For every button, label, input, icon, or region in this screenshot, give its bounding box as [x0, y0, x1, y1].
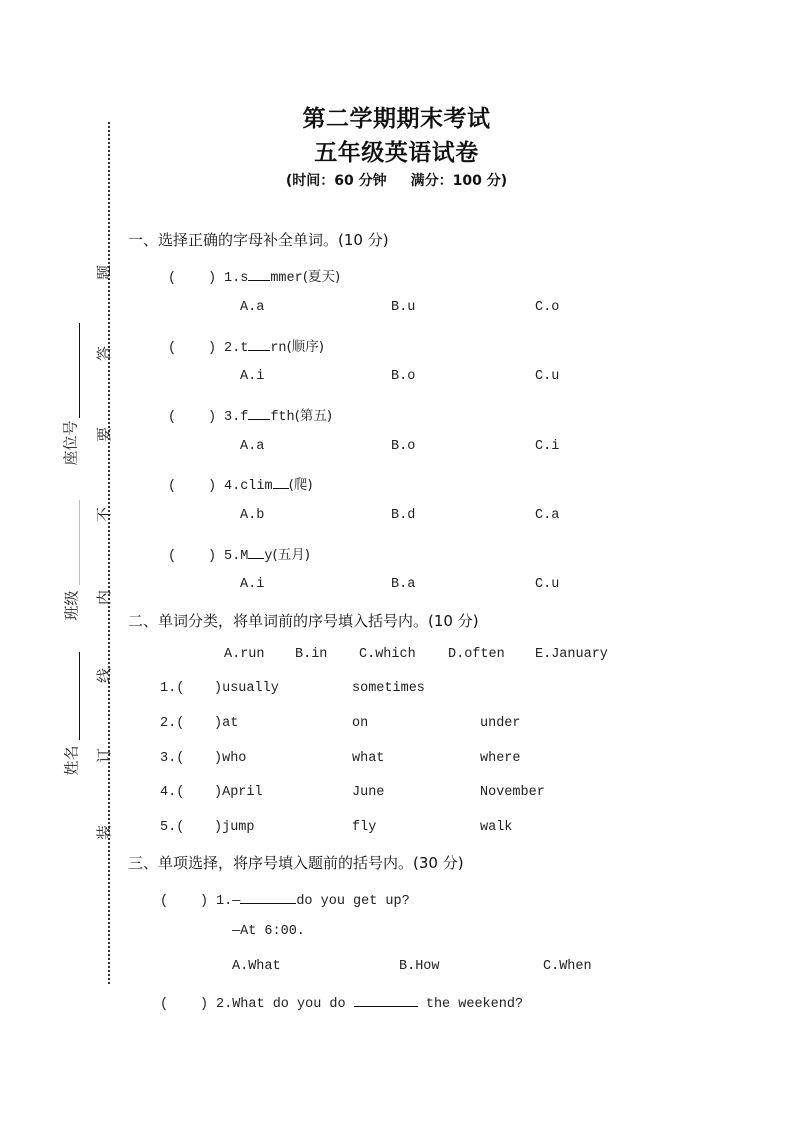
name-field[interactable] [79, 652, 80, 740]
s1-q1-option-a: A.a [240, 300, 265, 315]
exam-title-line1: 第二学期期末考试 [302, 106, 491, 132]
word-bank-c: C.which [359, 647, 416, 662]
s1-q3-option-b: B.o [391, 439, 416, 454]
answer-paren-open[interactable]: ( [168, 479, 177, 494]
s2-row-3-word3: where [480, 751, 521, 766]
s2-row-5-word3: walk [480, 820, 513, 835]
class-label: 班级 [62, 590, 81, 621]
s2-row-3-word1: )who [214, 751, 247, 766]
time-limit: (时间：60 分钟 [285, 173, 387, 189]
s2-row-5-word1: )jump [214, 820, 255, 835]
s1-q1-option-c: C.o [535, 300, 560, 315]
s2-row-2-num[interactable]: 2.( [160, 716, 185, 731]
s1-q4-option-a: A.b [240, 508, 265, 523]
s1-question-3: ( ) 3.f fth(第五) [168, 404, 332, 425]
word-bank-e: E.January [535, 647, 608, 662]
s2-row-2-word1: )at [214, 716, 239, 731]
s2-row-5-num[interactable]: 5.( [160, 820, 185, 835]
s1-q5-option-c: C.u [535, 577, 560, 592]
s2-row-4-word2: June [352, 785, 385, 800]
answer-paren-open[interactable]: ( [168, 549, 177, 564]
s1-q5-option-a: A.i [240, 577, 265, 592]
s3-q1-option-b: B.How [399, 959, 440, 974]
s3-question-1: ( ) 1.— do you get up? [160, 889, 410, 909]
s2-row-3-num[interactable]: 3.( [160, 751, 185, 766]
answer-paren-open[interactable]: ( [168, 410, 177, 425]
answer-paren-open[interactable]: ( [160, 997, 169, 1012]
binding-dotted-line [108, 122, 110, 984]
answer-paren-open[interactable]: ( [168, 341, 177, 356]
letter-blank[interactable] [248, 336, 270, 351]
s1-q1-option-b: B.u [391, 300, 416, 315]
seat-number-field[interactable] [79, 323, 80, 418]
s1-question-4: ( ) 4.clim (爬) [168, 473, 313, 494]
binding-notice-char: 题 [95, 264, 114, 281]
s2-row-1-num[interactable]: 1.( [160, 681, 185, 696]
binding-notice-char: 订 [95, 747, 114, 764]
word-bank-b: B.in [295, 647, 328, 662]
letter-blank[interactable] [248, 405, 270, 420]
seat-number-label: 座位号 [61, 420, 80, 466]
s2-row-1-word2: sometimes [352, 681, 425, 696]
s2-row-4-word1: )April [214, 785, 263, 800]
letter-blank[interactable] [273, 474, 289, 489]
letter-blank[interactable] [248, 544, 264, 559]
binding-notice-char: 装 [95, 824, 114, 841]
answer-paren-open[interactable]: ( [168, 271, 177, 286]
s1-question-2: ( ) 2.t rn(顺序) [168, 335, 324, 356]
word-bank-d: D.often [448, 647, 505, 662]
full-score: 满分：100 分) [410, 173, 508, 189]
exam-subtitle [0, 170, 793, 190]
binding-notice-char: 内 [95, 589, 114, 606]
s2-row-1-word1: )usually [214, 681, 279, 696]
exam-title-line2: 五年级英语试卷 [314, 140, 479, 166]
s3-q1-answer: —At 6:00. [232, 924, 305, 939]
section3-heading: 三、单项选择，将序号填入题前的括号内。(30 分) [128, 854, 464, 872]
s2-row-2-word2: on [352, 716, 369, 731]
binding-notice-char: 线 [95, 667, 114, 684]
s3-q1-option-c: C.When [543, 959, 592, 974]
section1-heading: 一、选择正确的字母补全单词。(10 分) [128, 231, 389, 249]
answer-blank[interactable] [354, 992, 418, 1007]
name-label: 姓名 [62, 745, 81, 776]
s2-row-4-word3: November [480, 785, 545, 800]
s2-row-4-num[interactable]: 4.( [160, 785, 185, 800]
s1-q5-option-b: B.a [391, 577, 416, 592]
s3-q1-option-a: A.What [232, 959, 281, 974]
binding-notice-char: 要 [95, 426, 114, 443]
s1-question-5: ( ) 5.M y(五月) [168, 543, 310, 564]
s1-q2-option-c: C.u [535, 369, 560, 384]
binding-notice-char: 不 [95, 506, 114, 523]
section2-heading: 二、单词分类，将单词前的序号填入括号内。(10 分) [128, 612, 479, 630]
s1-q2-option-a: A.i [240, 369, 265, 384]
s1-q3-option-c: C.i [535, 439, 560, 454]
word-bank-a: A.run [224, 647, 265, 662]
s3-question-2: ( ) 2.What do you do the weekend? [160, 992, 523, 1012]
s1-q2-option-b: B.o [391, 369, 416, 384]
s2-row-5-word2: fly [352, 820, 377, 835]
s1-question-1: ( ) 1.s mmer(夏天) [168, 265, 340, 286]
s2-row-2-word3: under [480, 716, 521, 731]
binding-notice-char: 答 [95, 345, 114, 362]
answer-paren-open[interactable]: ( [160, 894, 169, 909]
s1-q4-option-b: B.d [391, 508, 416, 523]
s2-row-3-word2: what [352, 751, 385, 766]
s1-q4-option-c: C.a [535, 508, 560, 523]
answer-blank[interactable] [240, 889, 296, 904]
s1-q3-option-a: A.a [240, 439, 265, 454]
class-field[interactable] [79, 500, 80, 585]
letter-blank[interactable] [248, 266, 270, 281]
